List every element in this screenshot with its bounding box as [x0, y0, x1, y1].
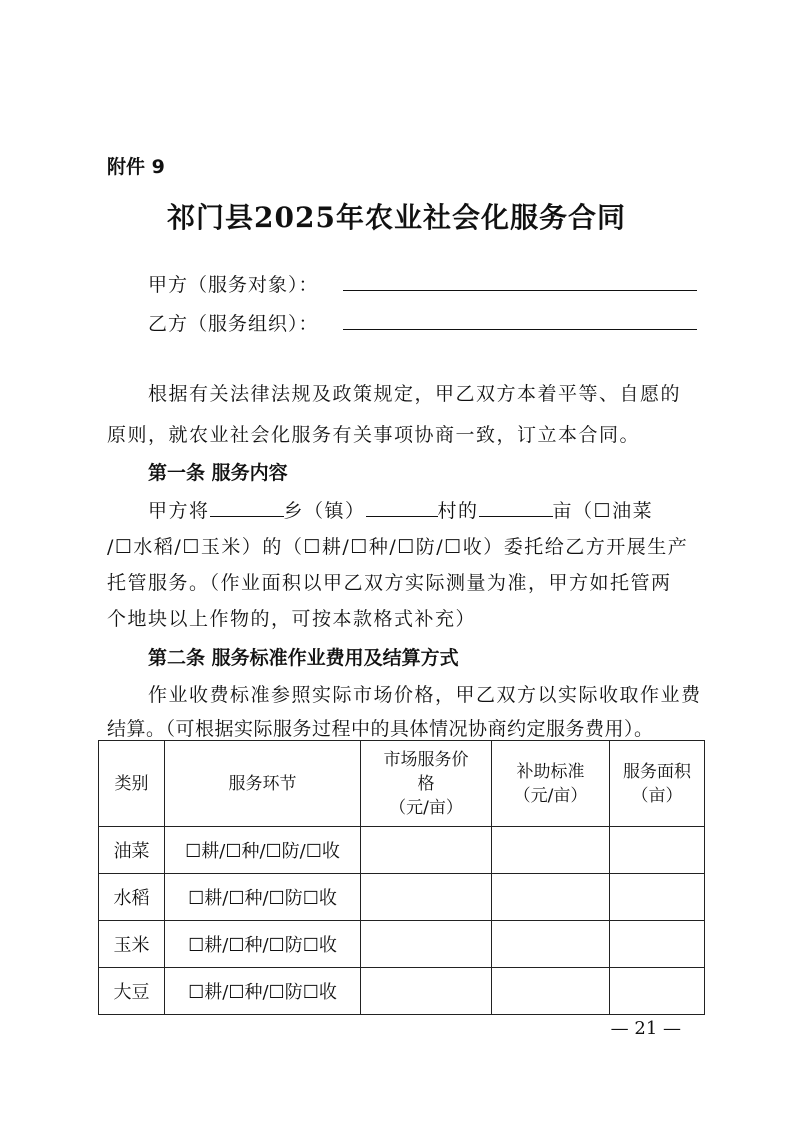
- market-price-cell[interactable]: [361, 921, 492, 968]
- header-area: [610, 741, 705, 827]
- header-category: 类别: [99, 741, 165, 827]
- crop-cell: 油菜: [99, 827, 165, 874]
- table-row: [99, 921, 705, 968]
- party-b-blank-line: [343, 329, 697, 330]
- intro-line-2: 原则，就农业社会化服务有关事项协商一致，订立本合同。: [107, 424, 641, 446]
- article1-line-1: [148, 496, 738, 523]
- area-cell[interactable]: [610, 921, 705, 968]
- area-blank: [479, 498, 553, 517]
- table-row: [99, 874, 705, 921]
- article1-text-d: 亩（☐油菜: [552, 500, 654, 522]
- market-price-cell[interactable]: [361, 968, 492, 1015]
- village-blank: [366, 498, 438, 517]
- header-area-unit: （亩）: [631, 785, 683, 806]
- article1-line-3: 托管服务。（作业面积以甲乙双方实际测量为准，甲方如托管两: [107, 572, 672, 594]
- area-cell[interactable]: [610, 968, 705, 1015]
- subsidy-cell[interactable]: [492, 921, 610, 968]
- stages-cell: ☐耕/☐种/☐防☐收: [165, 874, 361, 921]
- market-price-cell[interactable]: [361, 874, 492, 921]
- subsidy-cell[interactable]: [492, 874, 610, 921]
- article1-text-a: 甲方将: [148, 500, 210, 522]
- header-service-stage: 服务环节: [165, 741, 361, 827]
- party-a-label: 甲方（服务对象）：: [148, 274, 319, 296]
- table-row: [99, 827, 705, 874]
- article2-line-2: 结算。（可根据实际服务过程中的具体情况协商约定服务费用）。: [107, 718, 654, 740]
- article2-line-1: 作业收费标准参照实际市场价格，甲乙双方以实际收取作业费: [148, 684, 702, 706]
- header-subsidy-label: 补助标准: [516, 761, 585, 782]
- crop-cell: 水稻: [99, 874, 165, 921]
- table-row: [99, 968, 705, 1015]
- table-header-row: [99, 741, 705, 827]
- article1-text-c: 村的: [437, 500, 479, 522]
- header-market-price-line-1: 市场服务价: [383, 749, 469, 770]
- header-area-label: 服务面积: [623, 761, 691, 782]
- subsidy-cell[interactable]: [492, 827, 610, 874]
- area-cell[interactable]: [610, 874, 705, 921]
- intro-line-1: 根据有关法律法规及政策规定，甲乙双方本着平等、自愿的: [148, 383, 682, 405]
- crop-cell: 大豆: [99, 968, 165, 1015]
- crop-cell: 玉米: [99, 921, 165, 968]
- article2-heading: 第二条 服务标准作业费用及结算方式: [148, 647, 459, 669]
- subsidy-cell[interactable]: [492, 968, 610, 1015]
- stages-cell: ☐耕/☐种/☐防/☐收: [165, 827, 361, 874]
- party-a-blank-line: [343, 290, 697, 291]
- header-market-price-line-2: 格: [417, 773, 435, 794]
- stages-cell: ☐耕/☐种/☐防☐收: [165, 968, 361, 1015]
- header-market-price-unit: （元/亩）: [389, 797, 463, 818]
- area-cell[interactable]: [610, 827, 705, 874]
- article1-text-b: 乡（镇）: [283, 500, 366, 522]
- header-subsidy: [492, 741, 610, 827]
- article1-line-4: 个地块以上作物的，可按本款格式补充）: [107, 608, 477, 630]
- party-b-label: 乙方（服务组织）：: [148, 313, 319, 335]
- market-price-cell[interactable]: [361, 827, 492, 874]
- article1-line-2: /☐水稻/☐玉米）的（☐耕/☐种/☐防/☐收）委托给乙方开展生产: [107, 536, 689, 558]
- contract-title: 祁门县2025年农业社会化服务合同: [167, 201, 626, 234]
- page-number: — 21 —: [610, 1018, 681, 1039]
- header-market-price: [361, 741, 492, 827]
- stages-cell: ☐耕/☐种/☐防☐收: [165, 921, 361, 968]
- township-blank: [210, 498, 284, 517]
- attachment-label: 附件 9: [107, 156, 165, 178]
- article1-heading: 第一条 服务内容: [148, 462, 288, 484]
- header-subsidy-unit: （元/亩）: [513, 785, 588, 806]
- service-fee-table: [98, 740, 705, 1015]
